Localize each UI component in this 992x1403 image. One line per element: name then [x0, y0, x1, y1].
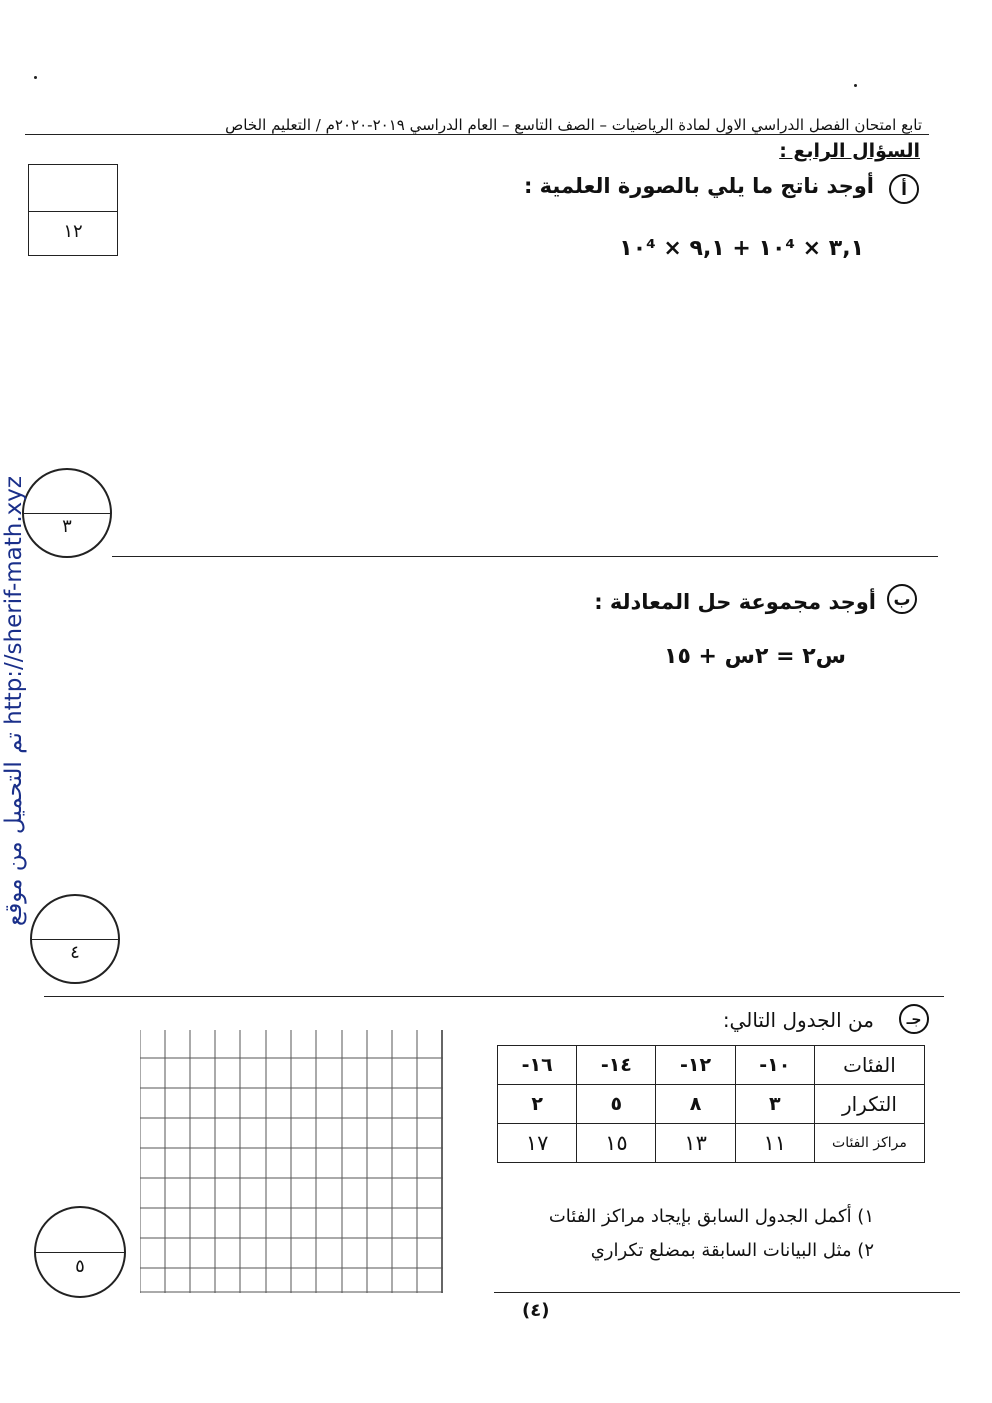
table-cell: ٣: [735, 1085, 814, 1124]
part-b-score: ٤: [70, 942, 80, 964]
part-c-badge: جـ: [899, 1004, 929, 1034]
part-a-prompt: أوجد ناتج ما يلي بالصورة العلمية :: [523, 174, 874, 198]
footer-rule: [494, 1292, 960, 1293]
table-cell: ١٦-: [498, 1046, 577, 1085]
part-b-equation: س٢ = ٢س + ١٥: [664, 644, 846, 669]
table-row: [498, 1124, 925, 1163]
circle-divider: [32, 939, 118, 940]
side-watermark: تم التحميل من موقع http://sherif-math.xyz: [1, 476, 27, 926]
box-divider: [29, 211, 117, 212]
graph-grid: [140, 1030, 443, 1293]
frequency-table: [497, 1045, 925, 1163]
circle-divider: [36, 1252, 124, 1253]
table-cell: ٢: [498, 1085, 577, 1124]
table-cell: ١٥: [577, 1124, 656, 1163]
table-row: [498, 1046, 925, 1085]
table-row: [498, 1085, 925, 1124]
part-c-score-circle: [34, 1206, 126, 1298]
row-label: الفئات: [814, 1046, 924, 1085]
scan-dot: [34, 76, 37, 79]
header-rule: [25, 134, 929, 135]
part-b-prompt: أوجد مجموعة حل المعادلة :: [594, 590, 876, 614]
circle-divider: [24, 513, 110, 514]
part-c-task-1: ١) أكمل الجدول السابق بإيجاد مراكز الفئات: [548, 1206, 874, 1227]
table-cell: ٨: [656, 1085, 735, 1124]
table-cell: ١٢-: [656, 1046, 735, 1085]
table-cell: ١٠-: [735, 1046, 814, 1085]
page-number: (٤): [522, 1300, 550, 1321]
table-cell: ١٧: [498, 1124, 577, 1163]
part-c-task-2: ٢) مثل البيانات السابقة بمضلع تكراري: [590, 1240, 874, 1261]
part-a-rule: [112, 556, 938, 557]
part-b-score-circle: [30, 894, 120, 984]
part-c-score: ٥: [75, 1255, 85, 1277]
question-total-box: [28, 164, 118, 256]
part-a-score-circle: [22, 468, 112, 558]
exam-header: تابع امتحان الفصل الدراسي الاول لمادة الرياضيات – الصف التاسع – العام الدراسي ٢٠١٩-٢٠٢٠م / التعليم الخاص: [225, 116, 922, 134]
table-cell: ٥: [577, 1085, 656, 1124]
part-a-badge: أ: [889, 174, 919, 204]
part-a-expression: ٣,١ × ١٠⁴ + ٩,١ × ١٠⁴: [619, 236, 864, 261]
part-a-score: ٣: [62, 516, 72, 538]
row-label: مراكز الفئات: [814, 1124, 924, 1163]
part-b-rule: [44, 996, 944, 997]
table-cell: ١١: [735, 1124, 814, 1163]
question-title: السؤال الرابع :: [779, 140, 920, 162]
table-cell: ١٣: [656, 1124, 735, 1163]
part-c-prompt: من الجدول التالي:: [722, 1008, 874, 1032]
scan-dot: [854, 84, 857, 87]
question-total-value: ١٢: [63, 221, 83, 242]
part-b-badge: ب: [887, 584, 917, 614]
row-label: التكرار: [814, 1085, 924, 1124]
table-cell: ١٤-: [577, 1046, 656, 1085]
grid-lines: [140, 1030, 443, 1293]
